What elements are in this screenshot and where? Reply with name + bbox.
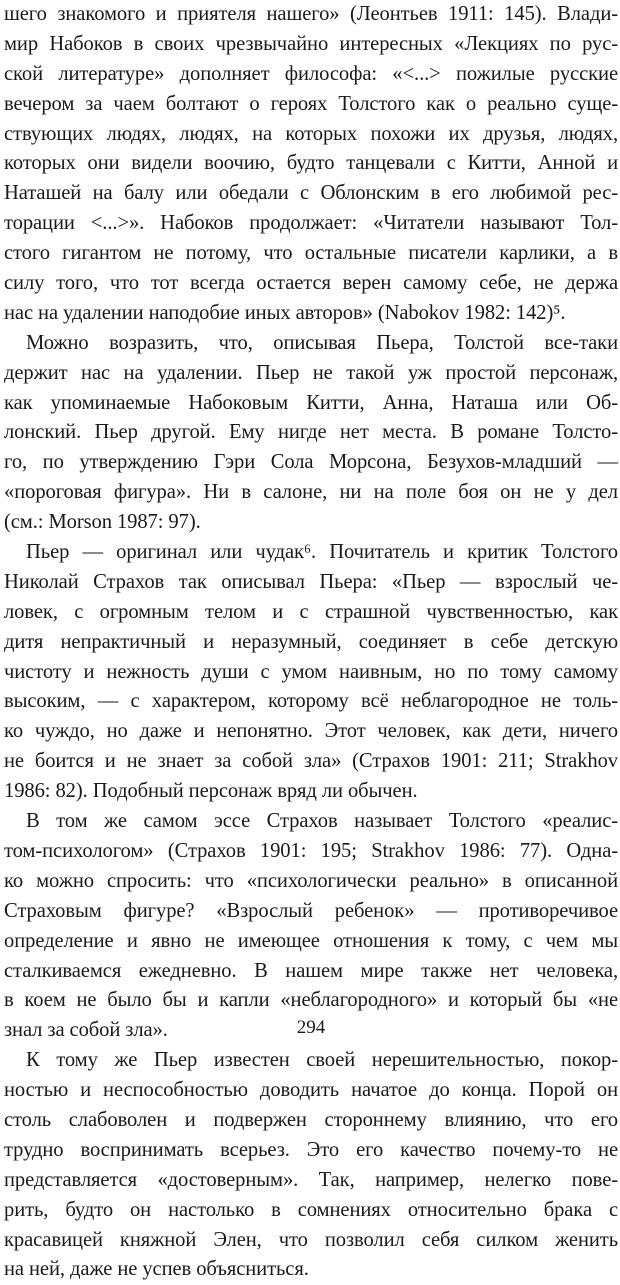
text-line: красавицей княжной Элен, что позволил себя силком женить [4,1228,618,1251]
text-line: нас на удалении наподобие иных авторов» (Nabokov 1982: 142)⁵. [4,301,566,324]
text-line: определение и явно не имеющее отношения к тому, с чем мы [4,929,618,952]
text-line: шего знакомого и приятеля нашего» (Леонтьев 1911: 145). Влади- [4,3,618,25]
text-line: ской литературе» дополняет философа: «<...> пожилые русские [4,62,618,85]
book-page [4,0,618,1281]
text-line: высоким, — с характером, которому всё неблагородное не толь- [4,690,618,713]
body-text [4,0,618,1285]
text-line: том-психологом» (Страхов 1901: 195; Strakhov 1986: 77). Одна- [4,839,618,862]
text-line: 1986: 82). Подобный персонаж вряд ли обычен. [4,780,418,803]
text-line: мир Набоков в своих чрезвычайно интересных «Лекциях по рус- [4,32,618,55]
text-line: Николай Страхов так описывал Пьера: «Пьер — взрослый че- [4,570,618,593]
text-line: сталкиваемся ежедневно. В нашем мире также нет человека, [4,959,618,982]
paragraph-start-line: Пьер — оригинал или чудак⁶. Почитатель и критик Толстого [26,541,618,564]
text-line: силу того, что тот всегда остается верен самому себе, не держа [4,272,618,295]
text-line: (см.: Morson 1987: 97). [4,511,201,534]
text-line: лонский. Пьер другой. Ему нигде нет места. В романе Толсто- [4,421,618,444]
text-line: знал за собой зла». [4,1019,168,1042]
text-line: которых они видели воочию, будто танцевали с Китти, Анной и [4,152,618,175]
text-line: чистоту и нежность души с умом наивным, но по тому самому [4,660,618,683]
text-line: ко чуждо, но даже и непонятно. Этот человек, как дети, ничего [4,720,618,743]
text-line: как упоминаемые Набоковым Китти, Анна, Наташа или Об- [4,391,618,414]
text-line: столь слабоволен и подвержен стороннему влиянию, что его [4,1108,618,1131]
text-line: в коем не было бы и капли «неблагородного» и который бы «не [4,989,618,1012]
text-line: «пороговая фигура». Ни в салоне, ни на поле боя он не у дел [4,481,618,504]
text-line: рить, будто он настолько в сомнениях относительно брака с [4,1198,618,1221]
text-line: ностью и неспособностью доводить начатое до конца. Порой он [4,1079,618,1102]
text-line: стого гигантом не потому, что остальные писатели карлики, а в [4,242,618,265]
text-line: вечером за чаем болтают о героях Толстого как о реально суще- [4,92,618,115]
text-line: торации <...>». Набоков продолжает: «Читатели называют Тол- [4,212,618,235]
paragraph-start-line: В том же самом эссе Страхов называет Толстого «реалис- [26,810,618,833]
text-line: Страховым фигуре? «Взрослый ребенок» — противоречивое [4,899,618,922]
text-line: представляется «достоверным». Так, например, нелегко пове- [4,1168,618,1191]
text-line: го, по утверждению Гэри Сола Морсона, Безухов-младший — [4,451,618,474]
text-line: дитя непрактичный и неразумный, соединяет в себе детскую [4,630,618,653]
page-number: 294 [296,1017,326,1038]
text-line: ствующих людях, людях, на которых похожи их друзья, людях, [4,122,618,145]
text-line: ко можно спросить: что «психологически реально» в описанной [4,869,618,892]
text-line: Наташей на балу или обедали с Облонским в его любимой рес- [4,182,618,205]
text-line: не боится и не знает за собой зла» (Страхов 1901: 211; Strakhov [4,750,618,773]
text-line: трудно воспринимать всерьез. Это его качество почему-то не [4,1138,618,1161]
text-line: ловек, с огромным телом и с страшной чувственностью, как [4,600,618,623]
paragraph-start-line: К тому же Пьер известен своей нерешительностью, покор- [26,1049,618,1072]
paragraph-start-line: Можно возразить, что, описывая Пьера, Толстой все-таки [26,331,618,354]
text-line: на ней, даже не успев объясниться. [4,1258,309,1281]
text-line: держит нас на удалении. Пьер не такой уж простой персонаж, [4,361,618,384]
